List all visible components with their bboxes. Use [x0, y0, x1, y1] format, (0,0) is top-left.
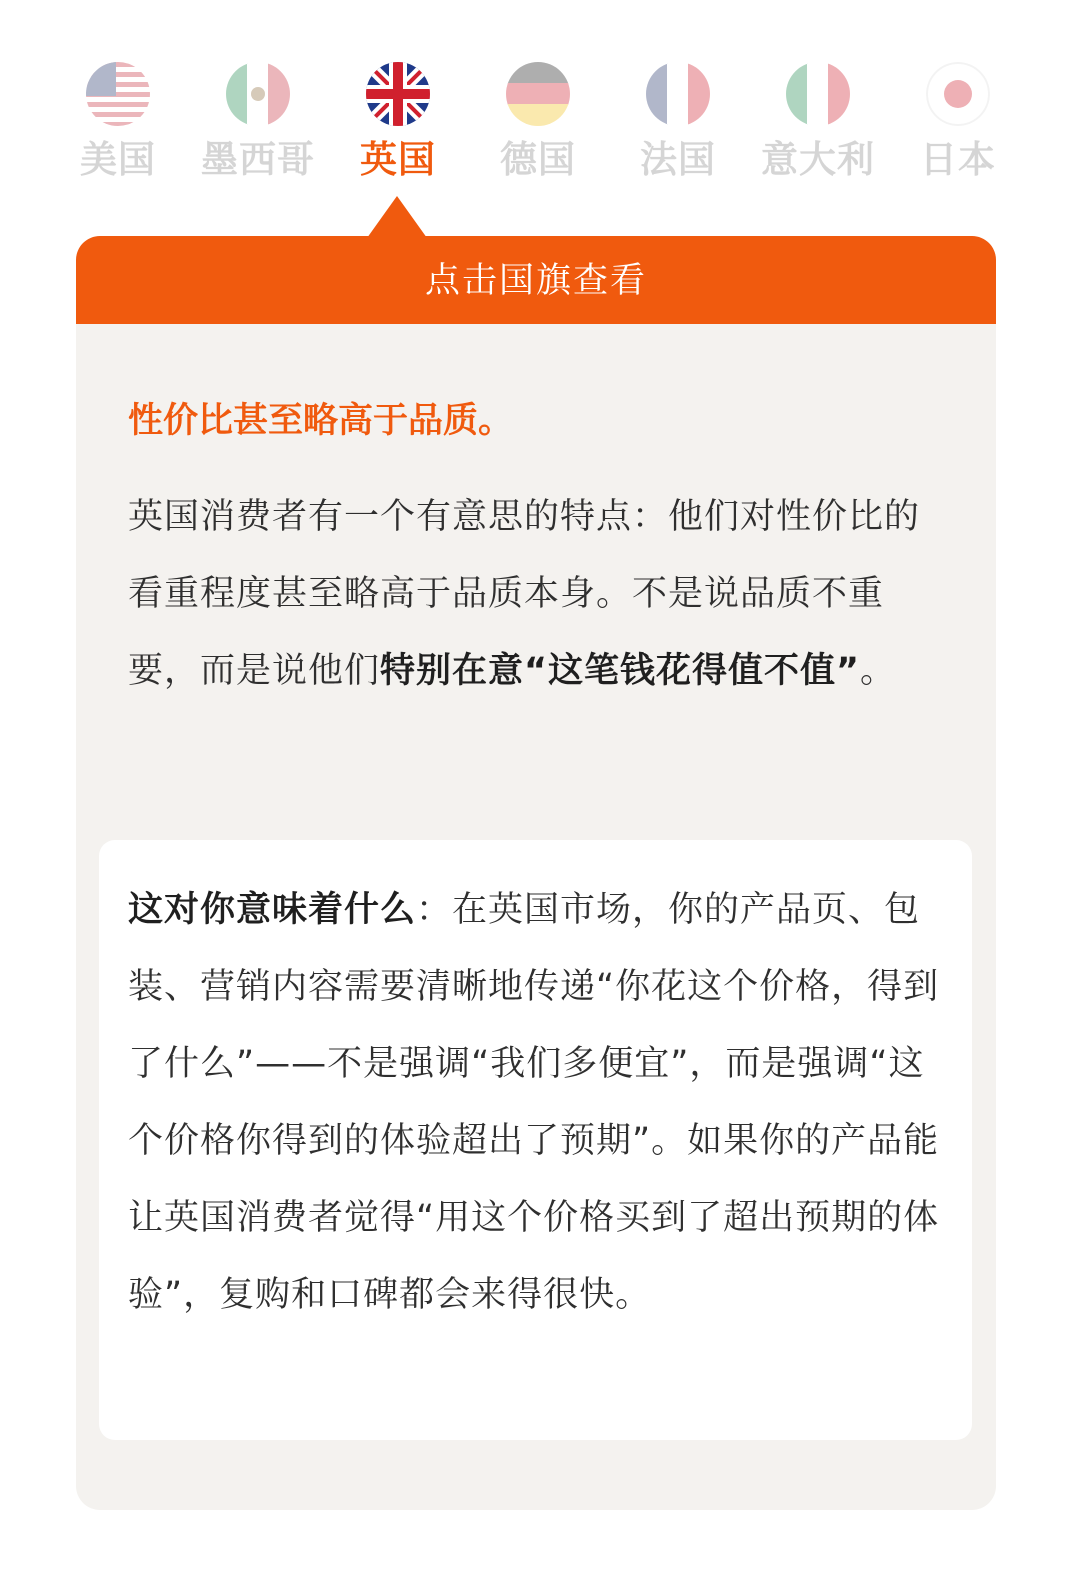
italy-flag-icon	[786, 62, 850, 126]
takeaway-title: 这对你意味着什么	[128, 890, 417, 930]
japan-flag-icon	[926, 62, 990, 126]
info-card	[76, 236, 996, 1510]
mexico-flag-icon	[226, 62, 290, 126]
card-headline: 性价比甚至略高于品质。	[128, 401, 514, 441]
tab-label-japan: 日本	[920, 138, 996, 181]
tab-germany[interactable]	[468, 52, 608, 186]
paragraph-emphasis: 特别在意“这笔钱花得值不值”	[380, 651, 861, 691]
takeaway-body: ：在英国市场，你的产品页、包装、营销内容需要清晰地传递“你花这个价格，得到了什么”——不是强调“我们多便宜”，而是强调“这个价格你得到的体验超出了预期”。如果你的产品能让英国消费者觉得“用这个价格买到了超出预期的体验”，复购和口碑都会来得很快。	[128, 890, 940, 1315]
card-paragraph	[128, 479, 948, 710]
tab-label-usa: 美国	[80, 138, 156, 181]
takeaway-box	[99, 840, 972, 1440]
tab-japan[interactable]	[888, 52, 1028, 186]
active-tab-pointer	[367, 196, 427, 238]
tab-mexico[interactable]	[188, 52, 328, 186]
tab-label-uk: 英国	[360, 138, 436, 181]
paragraph-end: 。	[860, 651, 897, 691]
uk-flag-icon	[366, 62, 430, 126]
tab-uk[interactable]	[328, 52, 468, 186]
tab-label-france: 法国	[640, 138, 716, 181]
takeaway-text	[128, 872, 946, 1334]
tab-italy[interactable]	[748, 52, 888, 186]
tab-label-germany: 德国	[500, 138, 576, 181]
paragraph-text: 英国消费者有一个有意思的特点：他们对性价比的看重程度甚至略高于品质本身。不是说品质不重要，而是说他们	[128, 497, 921, 691]
card-header: 点击国旗查看	[76, 236, 996, 324]
tab-usa[interactable]	[48, 52, 188, 186]
tab-label-mexico: 墨西哥	[201, 138, 315, 181]
germany-flag-icon	[506, 62, 570, 126]
us-flag-icon	[86, 62, 150, 126]
tab-france[interactable]	[608, 52, 748, 186]
tab-label-italy: 意大利	[761, 138, 875, 181]
france-flag-icon	[646, 62, 710, 126]
country-tabs	[48, 52, 1028, 192]
